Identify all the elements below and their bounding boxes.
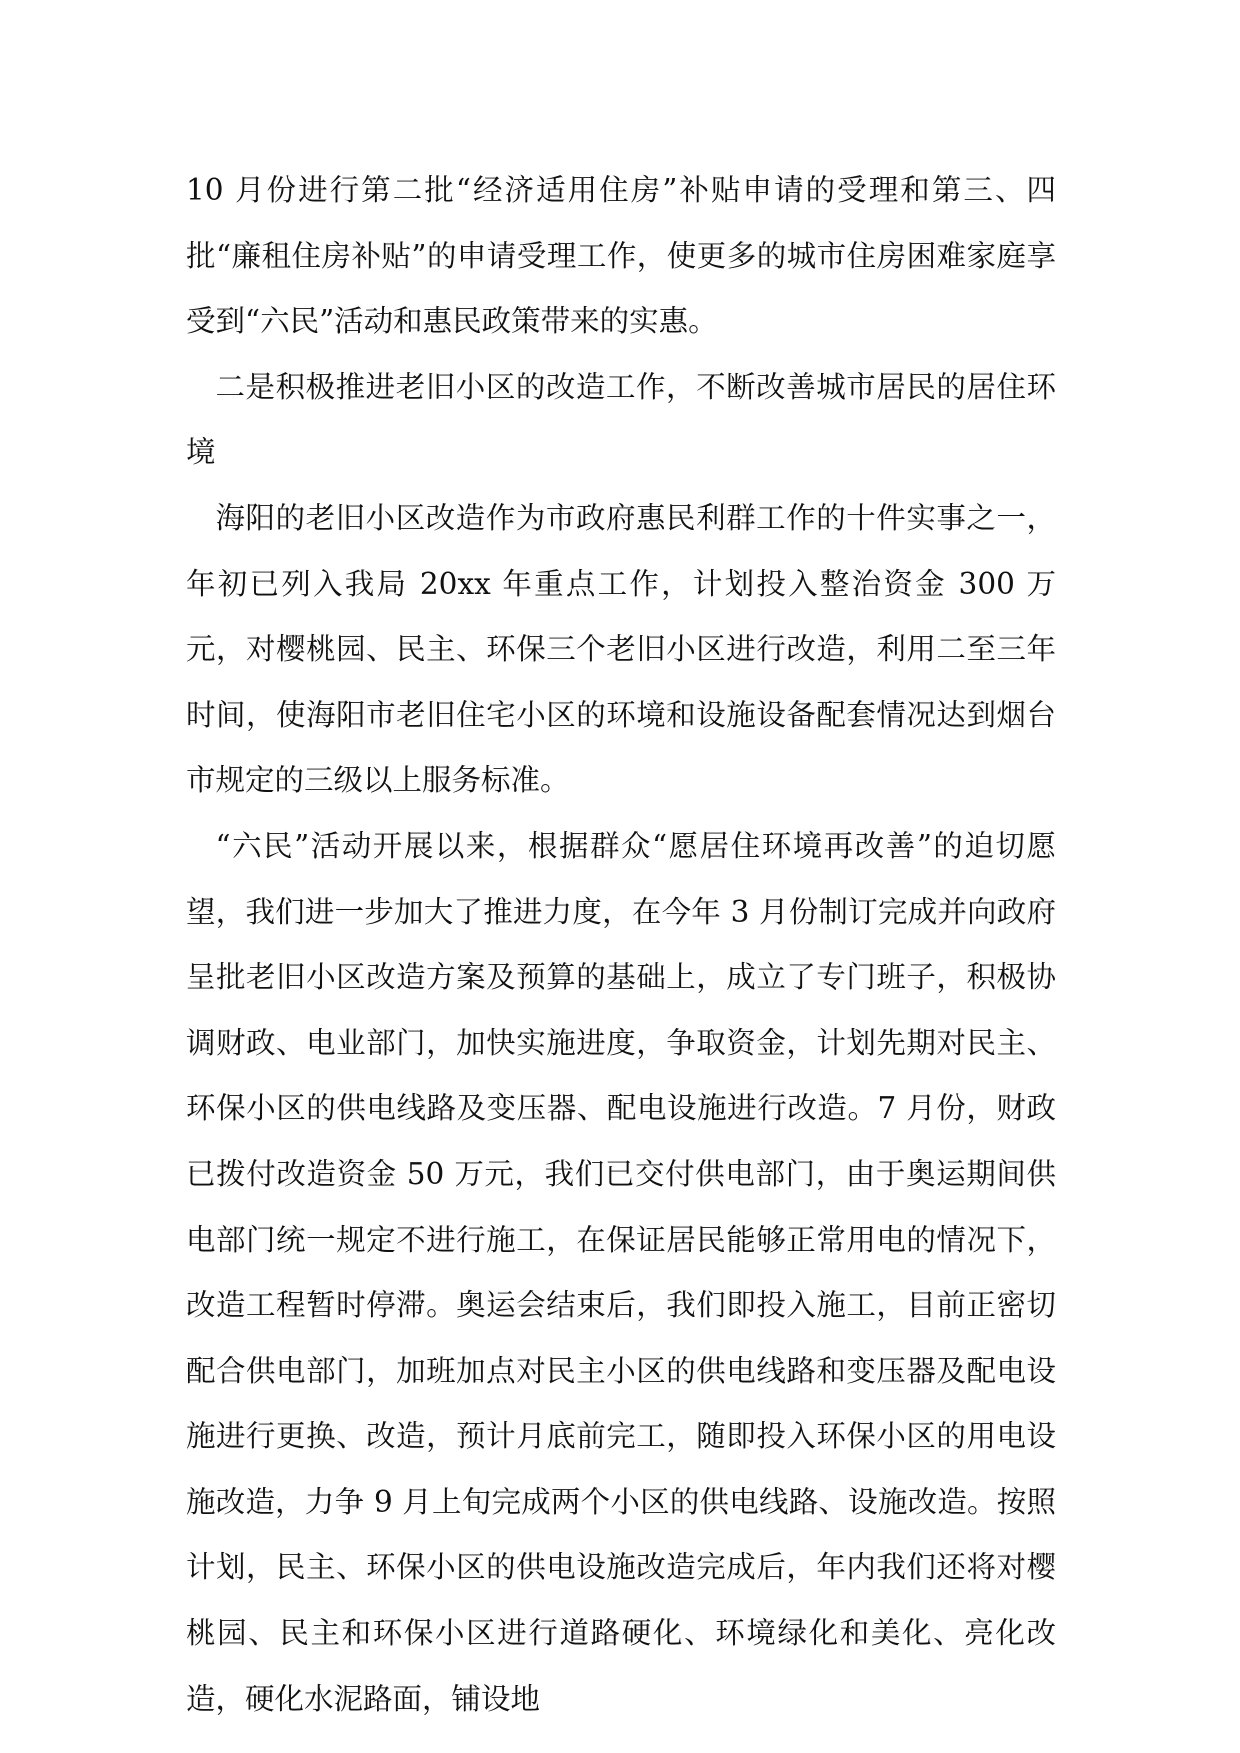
paragraph-2: 二是积极推进老旧小区的改造工作，不断改善城市居民的居住环境 [186,369,1056,470]
paragraph-4: “六民”活动开展以来，根据群众“愿居住环境再改善”的迫切愿望，我们进一步加大了推进力度，在今年 3 月份制订完成并向政府呈批老旧小区改造方案及预算的基础上，成立了专门班子，积极协调财政、电业部门，加快实施进度，争取资金，计划先期对民主、环保小区的供电线路及变压器、配电设施进行改造。7 月份，财政已拨付改造资金 50 万元，我们已交付供电部门，由于奥运期间供电部门统一规定不进行施工，在保证居民能够正常用电的情况下，改造工程暂时停滞。奥运会结束后，我们即投入施工，目前正密切配合供电部门，加班加点对民主小区的供电线路和变压器及配电设施进行更换、改造，预计月底前完工，随即投入环保小区的用电设施改造，力争 9 月上旬完成两个小区的供电线路、设施改造。按照计划，民主、环保小区的供电设施改造完成后，年内我们还将对樱桃园、民主和环保小区进行道路硬化、环境绿化和美化、亮化改造，硬化水泥路面，铺设地 [186,828,1056,1716]
paragraph-1: 10 月份进行第二批“经济适用住房”补贴申请的受理和第三、四批“廉租住房补贴”的申请受理工作，使更多的城市住房困难家庭享受到“六民”活动和惠民政策带来的实惠。 [186,173,1056,339]
body-text [186,158,1056,1732]
paragraph-3: 海阳的老旧小区改造作为市政府惠民利群工作的十件实事之一，年初已列入我局 20xx 年重点工作，计划投入整治资金 300 万元，对樱桃园、民主、环保三个老旧小区进行改造，利用二至三年时间，使海阳市老旧住宅小区的环境和设施设备配套情况达到烟台市规定的三级以上服务标准。 [186,500,1056,798]
